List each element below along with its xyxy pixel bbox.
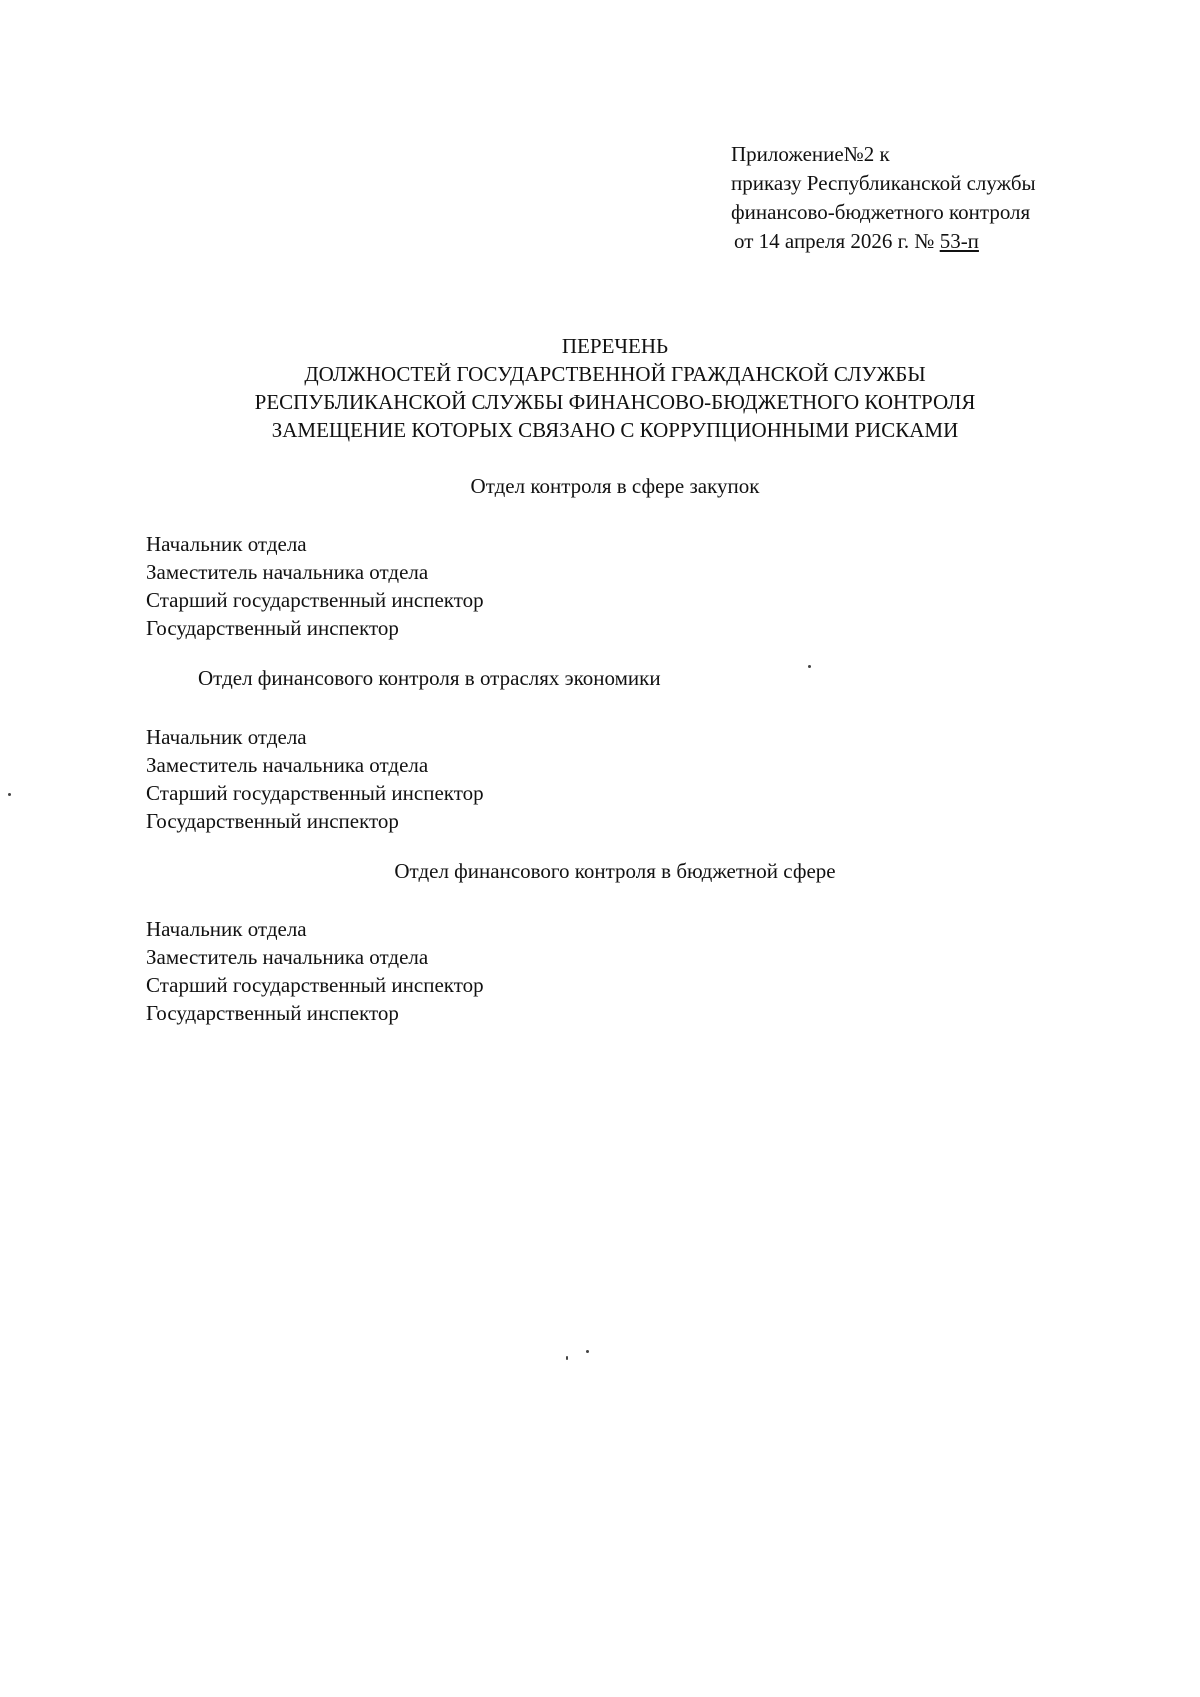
scan-speck [8,793,11,796]
order-date: от 14 апреля 2026 г. № [734,229,940,253]
title-line-4: ЗАМЕЩЕНИЕ КОТОРЫХ СВЯЗАНО С КОРРУПЦИОННЫМИ РИСКАМИ [271,418,959,442]
list-item: Начальник отдела [146,725,307,749]
scan-speck [808,665,811,668]
list-item: Начальник отдела [146,532,307,556]
list-item: Начальник отдела [146,917,307,941]
list-item: Заместитель начальника отдела [146,560,429,584]
appendix-line-3: финансово-бюджетного контроля [731,200,1031,224]
appendix-order-line [731,227,1171,256]
appendix-line-2: приказу Республиканской службы [731,171,1036,195]
title-line-2: ДОЛЖНОСТЕЙ ГОСУДАРСТВЕННОЙ ГРАЖДАНСКОЙ СЛУЖБЫ [304,362,926,386]
position-list-procurement [146,530,484,642]
scan-speck [566,1356,568,1360]
title-line-1: ПЕРЕЧЕНЬ [561,334,669,358]
list-item: Старший государственный инспектор [146,588,484,612]
appendix-block [731,140,1171,256]
list-item: Заместитель начальника отдела [146,945,429,969]
position-list-budget [146,915,484,1027]
section-heading-budget: Отдел финансового контроля в бюджетной сфере [394,859,836,883]
order-number: 53-п [939,229,979,253]
list-item: Государственный инспектор [146,616,399,640]
position-list-economy [146,723,484,835]
section-heading-procurement: Отдел контроля в сфере закупок [470,474,760,498]
section-heading-economy: Отдел финансового контроля в отраслях экономики [198,666,661,690]
appendix-line-1: Приложение№2 к [731,142,890,166]
list-item: Государственный инспектор [146,809,399,833]
list-item: Заместитель начальника отдела [146,753,429,777]
title-line-3: РЕСПУБЛИКАНСКОЙ СЛУЖБЫ ФИНАНСОВО-БЮДЖЕТНОГО КОНТРОЛЯ [254,390,976,414]
list-item: Старший государственный инспектор [146,781,484,805]
list-item: Старший государственный инспектор [146,973,484,997]
list-item: Государственный инспектор [146,1001,399,1025]
document-title [150,332,1080,444]
scan-speck [586,1350,589,1353]
